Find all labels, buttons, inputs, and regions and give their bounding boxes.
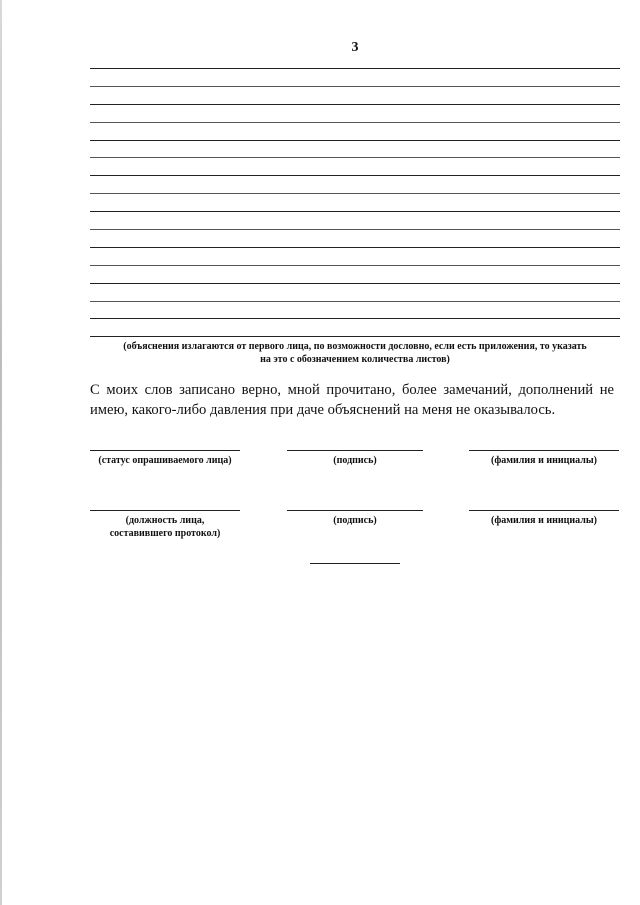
signature-line (90, 450, 240, 451)
ruled-line (90, 247, 620, 248)
signature-line (287, 510, 423, 511)
ruled-line (90, 175, 620, 176)
ruled-line (90, 265, 620, 266)
interviewee-status-field (90, 450, 240, 467)
explanation-note-line1: (объяснения излагаются от первого лица, по возможности дословно, если есть приложения, то указать (123, 341, 587, 352)
officer-signature-label: (подпись) (333, 515, 377, 526)
interviewee-status-label: (статус опрашиваемого лица) (98, 455, 232, 466)
ruled-line (90, 336, 620, 337)
ruled-line (90, 211, 620, 212)
ruled-line (90, 229, 620, 230)
signature-line (287, 450, 423, 451)
confirmation-statement: С моих слов записано верно, мной прочитано, более замечаний, дополнений не имею, какого-либо давления при даче объяснений на меня не оказывалось. (90, 382, 614, 418)
interviewee-signature-label: (подпись) (333, 455, 377, 466)
ruled-line (90, 157, 620, 158)
officer-position-label-line1: (должность лица, (125, 515, 205, 526)
ruled-line (90, 68, 620, 69)
explanation-note (90, 340, 620, 366)
ruled-line (90, 122, 620, 123)
signature-line (469, 450, 619, 451)
ruled-line (90, 318, 620, 319)
ruled-line (90, 301, 620, 302)
officer-name-field (469, 510, 619, 527)
explanation-ruled-lines (90, 68, 620, 337)
document-end-line (310, 563, 400, 564)
officer-position-field (90, 510, 240, 540)
officer-name-label: (фамилия и инициалы) (490, 515, 597, 526)
ruled-line (90, 104, 620, 105)
signature-line (469, 510, 619, 511)
page-number: 3 (351, 40, 359, 55)
officer-position-label-line2: составившего протокол) (109, 528, 221, 539)
officer-signature-field (287, 510, 423, 527)
ruled-line (90, 140, 620, 141)
ruled-line (90, 283, 620, 284)
scan-edge (0, 0, 2, 905)
ruled-line (90, 193, 620, 194)
explanation-note-line2: на это с обозначением количества листов) (260, 354, 450, 365)
interviewee-name-label: (фамилия и инициалы) (490, 455, 597, 466)
interviewee-signature-field (287, 450, 423, 467)
ruled-line (90, 86, 620, 87)
signature-line (90, 510, 240, 511)
interviewee-name-field (469, 450, 619, 467)
